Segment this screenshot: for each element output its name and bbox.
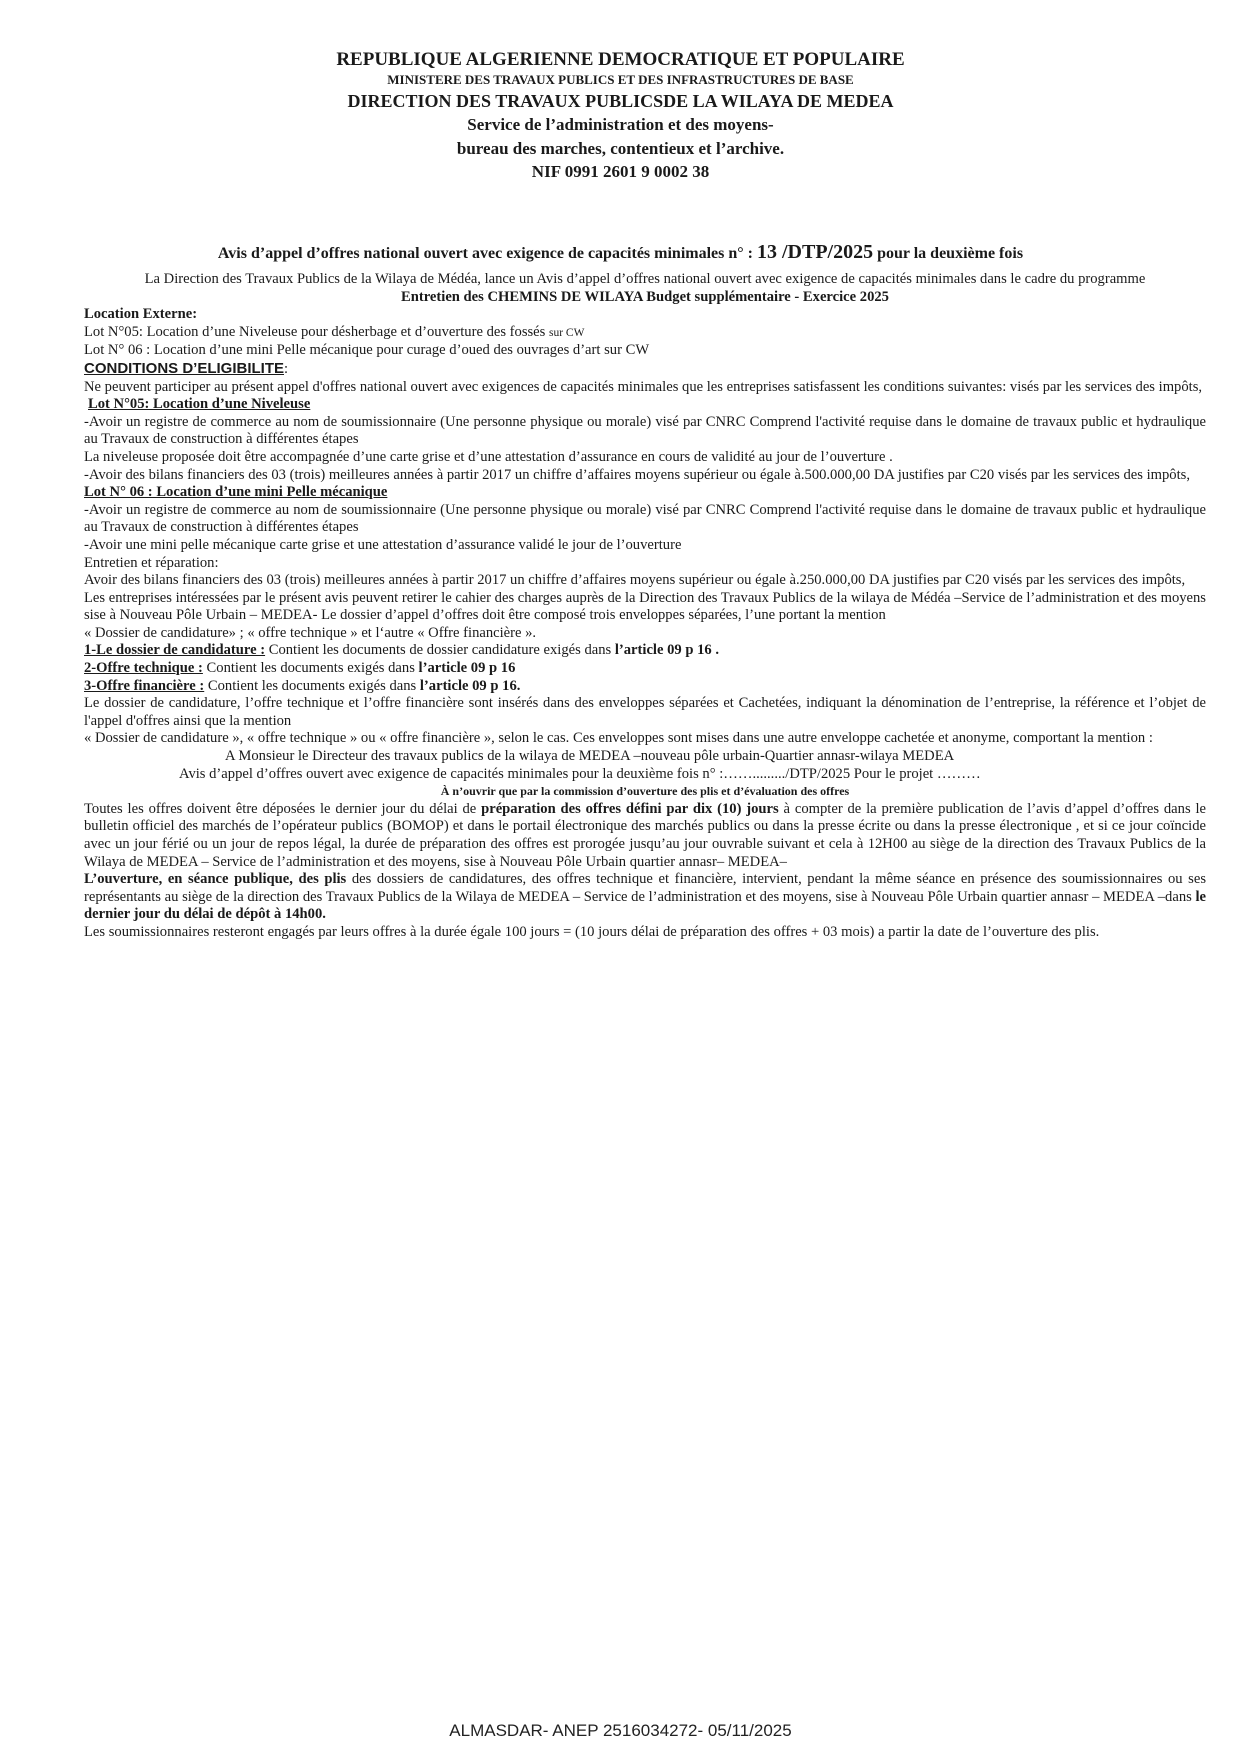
opening-notice: À n’ouvrir que par la commission d’ouverture des plis et d’évaluation des offres xyxy=(440,784,850,799)
service-title: Service de l’administration et des moyens- xyxy=(467,115,774,134)
retrait-mention: « Dossier de candidature» ; « offre technique » et l‘autre « Offre financière ». xyxy=(84,624,537,641)
depot-bold: préparation des offres défini par dix (10) jours xyxy=(481,800,779,817)
ministry-title: MINISTERE DES TRAVAUX PUBLICS ET DES INFRASTRUCTURES DE BASE xyxy=(387,72,854,87)
ouverture-bold-2: le dernier jour du délai de dépôt à 14h00. xyxy=(84,888,1206,923)
nif-number: NIF 0991 2601 9 0002 38 xyxy=(531,162,710,181)
dossier-item-3-text: Contient les documents exigés dans xyxy=(204,677,420,694)
republic-title: REPUBLIQUE ALGERIENNE DEMOCRATIQUE ET POPULAIRE xyxy=(336,49,905,70)
ouverture-paragraph xyxy=(84,871,1206,924)
ouverture-text: des dossiers de candidatures, des offres technique et financière, intervient, pendant la même séance en présence des soumissionnaires ou ses représentants au siège de la direction des Travaux Publics de la Wilaya de MEDEA – Service de l’administration et des moyens, sise à Nouveau Pôle Urbain quartier annasr – MEDEA –dans xyxy=(84,871,1207,905)
conditions-heading-colon: : xyxy=(284,360,289,377)
letterhead xyxy=(0,48,1241,184)
lot6-requirement-2: -Avoir une mini pelle mécanique carte grise et une attestation d’assurance validé le jour de l’ouverture xyxy=(84,536,682,553)
dossier-item-2-text: Contient les documents exigés dans xyxy=(202,660,419,677)
lot5-line xyxy=(84,324,1206,343)
dossier-item-1-label: 1-Le dossier de candidature : xyxy=(84,642,266,659)
engagement-paragraph: Les soumissionnaires resteront engagés par leurs offres à la durée égale 100 jours = (10 jours délai de préparation des offres + 03 mois) a partir la date de l’ouverture des plis. xyxy=(84,923,1100,940)
lot5-requirement-1: -Avoir un registre de commerce au nom de soumissionnaire (Une personne physique ou morale) visé par CNRC Comprend l'activité requise dans le domaine de travaux public et hydraulique au Travaux de construction à différentes étapes xyxy=(84,413,1206,448)
lot5-requirement-3: -Avoir des bilans financiers des 03 (trois) meilleures années à partir 2017 un chiffre d’affaires moyens supérieur ou égale à.500.000,00 DA justifies par C20 visés par les services des impôts, xyxy=(84,466,1190,483)
lot6-line: Lot N° 06 : Location d’une mini Pelle mécanique pour curage d’oued des ouvrages d’art sur CW xyxy=(84,342,650,359)
direction-title: DIRECTION DES TRAVAUX PUBLICSDE LA WILAYA DE MEDEA xyxy=(347,91,894,111)
dossier-item-2 xyxy=(84,660,1206,678)
conditions-heading: CONDITIONS D’ELIGIBILITE xyxy=(84,359,285,377)
avis-intro: La Direction des Travaux Publics de la Wilaya de Médéa, lance un Avis d’appel d’offres national ouvert avec exigence de capacités minimales dans le cadre du programme xyxy=(144,271,1146,287)
bureau-title: bureau des marches, contentieux et l’archive. xyxy=(456,139,785,158)
lot5-heading: Lot N°05: Location d’une Niveleuse xyxy=(88,396,311,413)
lot5-suffix: sur CW xyxy=(549,326,585,339)
retrait-paragraph: Les entreprises intéressées par le présent avis peuvent retirer le cahier des charges auprès de la Direction des Travaux Publics de la wilaya de Médéa –Service de l’administration et des moyens sise à Nouveau Pôle Urbain – MEDEA- Le dossier d’appel d’offres doit être composé trois enveloppes séparées, l’une portant la mention xyxy=(84,589,1206,624)
lots-heading: Location Externe: xyxy=(84,306,198,323)
avis-title-post: pour la deuxième fois xyxy=(873,245,1024,262)
conditions-intro: Ne peuvent participer au présent appel d'offres national ouvert avec exigences de capacités minimales que les entreprises satisfassent les conditions suivantes: visés par les services des impôts, xyxy=(84,378,1203,395)
dossier-item-3-ref: l’article 09 p 16. xyxy=(419,677,521,694)
dossier-item-2-ref: l’article 09 p 16 xyxy=(418,660,516,677)
depot-paragraph xyxy=(84,801,1206,871)
lot6-requirement-4: Avoir des bilans financiers des 03 (trois) meilleures années à partir 2017 un chiffre d’affaires moyens supérieur ou égale à.250.000,00 DA justifies par C20 visés par les services des impôts, xyxy=(84,572,1186,589)
conditions-heading-line xyxy=(84,360,1206,379)
enveloppes-paragraph: Le dossier de candidature, l’offre technique et l’offre financière sont insérés dans des enveloppes séparées et Cachetées, indiquant la dénomination de l’entreprise, la référence et l’objet de l'appel d'offres ainsi que la mention xyxy=(84,695,1206,729)
dossier-item-3 xyxy=(84,678,1206,696)
lot6-requirement-1: -Avoir un registre de commerce au nom de soumissionnaire (Une personne physique ou morale) visé par CNRC Comprend l'activité requise dans le domaine de travaux public et hydraulique au Travaux de construction à différentes étapes xyxy=(84,501,1206,536)
ouverture-bold: L’ouverture, en séance publique, des plis xyxy=(84,871,347,888)
dossier-item-3-label: 3-Offre financière : xyxy=(84,677,205,694)
depot-post: à compter de la première publication de l’avis d’appel d’offres dans le bulletin officiel des marchés de l’opérateur publics (BOMOP) et dans le portail électronique des marchés publics ou dans la presse écrite ou dans la presse électronique , et si ce jour coïncide avec un jour férié ou un jour de repos légal, la durée de préparation des offres est prorogée jusqu’au jour ouvrable suivant et cela à 12H00 au siège de la direction des Travaux Publics de la Wilaya de MEDEA – Service de l’administration et des moyens, sise à Nouveau Pôle Urbain quartier annasr– MEDEA– xyxy=(84,800,1206,870)
avis-number: 13 /DTP/2025 xyxy=(757,241,874,263)
depot-pre: Toutes les offres doivent être déposées le dernier jour du délai de xyxy=(84,800,482,817)
dossier-item-1-text: Contient les documents de dossier candidature exigés dans xyxy=(265,642,615,659)
lot6-heading: Lot N° 06 : Location d’une mini Pelle mécanique xyxy=(84,484,388,501)
lot6-requirement-3: Entretien et réparation: xyxy=(84,554,219,571)
dossier-item-1 xyxy=(84,642,1206,660)
avis-title-pre: Avis d’appel d’offres national ouvert avec exigence de capacités minimales n° : xyxy=(217,245,757,262)
lot5-text: Lot N°05: Location d’une Niveleuse pour désherbage et d’ouverture des fossés xyxy=(84,323,549,340)
publication-reference: ALMASDAR- ANEP 2516034272- 05/11/2025 xyxy=(449,1721,792,1740)
address-line-2: Avis d’appel d’offres ouvert avec exigence de capacités minimales pour la deuxième fois n° :……........./DTP/2025 Pour le projet ……… xyxy=(179,765,981,782)
document-body xyxy=(84,271,1206,942)
dossier-item-2-label: 2-Offre technique : xyxy=(84,660,203,677)
address-line-1: A Monsieur le Directeur des travaux publics de la wilaya de MEDEA –nouveau pôle urbain-Quartier annasr-wilaya MEDEA xyxy=(225,748,955,765)
programme-title: Entretien des CHEMINS DE WILAYA Budget supplémentaire - Exercice 2025 xyxy=(401,288,889,305)
avis-title xyxy=(0,240,1241,266)
enveloppes-paragraph-2: « Dossier de candidature », « offre technique » ou « offre financière », selon le cas. Ces enveloppes sont mises dans une autre enveloppe cachetée et anonyme, comportant la mention : xyxy=(84,730,1153,747)
dossier-item-1-ref: l’article 09 p 16 . xyxy=(614,642,720,659)
lot5-requirement-2: La niveleuse proposée doit être accompagnée d’une carte grise et d’une attestation d’assurance en cours de validité au jour de l’ouverture . xyxy=(84,448,893,465)
